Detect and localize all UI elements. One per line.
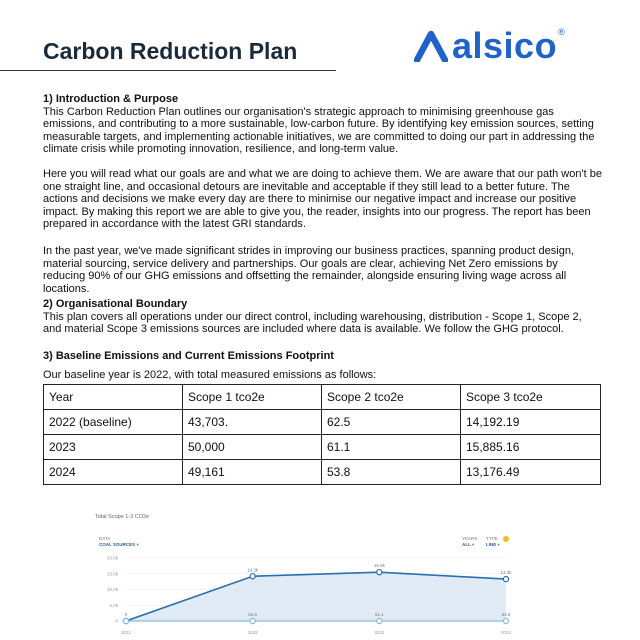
y-tick-label: 20.0k [106, 555, 118, 561]
chart-title: Total Scope 1-3 CO2e [95, 514, 150, 520]
x-tick-label: 2024 [500, 630, 512, 635]
intro-heading: 1) Introduction & Purpose [43, 93, 179, 105]
page-title: Carbon Reduction Plan [43, 38, 298, 64]
data-point [250, 618, 255, 623]
title-divider [0, 70, 336, 71]
data-point [503, 577, 508, 582]
table-row [44, 410, 601, 435]
table-cell: 15,885.16 [461, 435, 601, 460]
company-logo [414, 24, 565, 68]
data-label: 15.5k [373, 563, 385, 569]
chevron-down-icon: ▾ [497, 542, 500, 547]
table-row [44, 460, 601, 485]
x-tick-label: 2022 [247, 630, 258, 635]
table-row [44, 435, 601, 460]
table-cell: 53.8 [322, 460, 461, 485]
intro-paragraph-3: In the past year, we've made significant strides in improving our business practices, spanning product design, material sourcing, service delivery and partnerships. Our goals are clear, achieving Net Zero emissions by reducing 90% of our GHG emissions and offsetting the remainder, alongside ensuring living wage across all locations. [43, 245, 574, 295]
boundary-heading: 2) Organisational Boundary [43, 298, 188, 310]
table-header-cell: Scope 1 tco2e [183, 385, 322, 410]
boundary-paragraph: This plan covers all operations under our direct control, including warehousing, distribution - Scope 1, Scope 2, and material Scope 3 emissions sources are included where data is available. We follow the GHG protocol. [43, 310, 582, 336]
years-value: ALL [462, 542, 471, 547]
intro-section [43, 93, 603, 156]
table-header-cell: Year [44, 385, 183, 410]
data-label: 62.5 [248, 612, 258, 617]
table-cell: 61.1 [322, 435, 461, 460]
years-label: YEARS [462, 536, 478, 541]
data-label: 14.2k [247, 567, 259, 573]
intro-paragraph-2: Here you will read what our goals are and what we are doing to achieve them. We are aware that our path won't be one straight line, and occasional detours are inevitable and acceptable if they still lead to a better future. The actions and decisions we make every day are there to minimise our negative impact and increase our positive impact. By making this report we are able to give you, the reader, insights into our progress. The report has been prepared in accordance with the latest GRI standards. [43, 168, 602, 231]
table-cell: 50,000 [183, 435, 322, 460]
table-cell: 43,703. [183, 410, 322, 435]
data-label: 53.8 [501, 612, 511, 617]
data-point [503, 618, 508, 623]
registered-mark: ® [558, 27, 565, 37]
type-value: LINE [486, 542, 497, 547]
boundary-section [43, 298, 603, 336]
y-tick-label: 5.0k [109, 602, 118, 608]
line-chart-svg [88, 508, 528, 640]
x-tick-label: 2023 [374, 630, 385, 635]
table-cell: 2023 [44, 435, 183, 460]
data-point [377, 570, 382, 575]
intro-paragraph-2-block [43, 168, 603, 231]
type-label: TYPE [486, 536, 498, 541]
data-source-value: COAL SOURCES [99, 542, 136, 547]
data-label: 0 [124, 612, 128, 617]
y-tick-label: 15.0k [106, 571, 118, 577]
data-label: 61.1 [374, 612, 384, 617]
table-cell: 2024 [44, 460, 183, 485]
table-cell: 13,176.49 [461, 460, 601, 485]
baseline-intro: Our baseline year is 2022, with total measured emissions as follows: [43, 368, 377, 381]
data-point [123, 618, 128, 623]
series-area [126, 572, 506, 621]
table-header-row [44, 385, 601, 410]
x-tick-label: 2021 [120, 630, 132, 635]
data-label: 13.3k [500, 570, 512, 576]
table-header-cell: Scope 2 tco2e [322, 385, 461, 410]
baseline-section [43, 350, 603, 381]
data-point [377, 618, 382, 623]
table-cell: 2022 (baseline) [44, 410, 183, 435]
chevron-down-icon: ▾ [136, 542, 139, 547]
table-cell: 14,192.19 [461, 410, 601, 435]
table-header-cell: Scope 3 tco2e [461, 385, 601, 410]
baseline-heading: 3) Baseline Emissions and Current Emissions Footprint [43, 350, 334, 362]
emissions-chart [88, 508, 528, 640]
logo-wordmark: alsico [452, 25, 558, 66]
data-point [250, 574, 255, 579]
y-tick-label: 10.0k [106, 587, 118, 592]
table-cell: 49,161 [183, 460, 322, 485]
intro-paragraph-3-block [43, 245, 603, 295]
intro-paragraph-1: This Carbon Reduction Plan outlines our organisation's strategic approach to minimising greenhouse gas emissions, and contributing to a more sustainable, low-carbon future. By identifying key emission sources, setting measurable targets, and implementing actionable initiatives, we are committed to doing our part in addressing the climate crisis while promoting innovation, resilience, and long-term value. [43, 105, 595, 156]
table-cell: 62.5 [322, 410, 461, 435]
emissions-table [43, 384, 601, 485]
chevron-down-icon: ▾ [472, 542, 475, 547]
y-tick-label: 0 [115, 618, 118, 624]
logo-chevron-icon [414, 30, 448, 62]
data-source-label: DATA [99, 536, 111, 541]
